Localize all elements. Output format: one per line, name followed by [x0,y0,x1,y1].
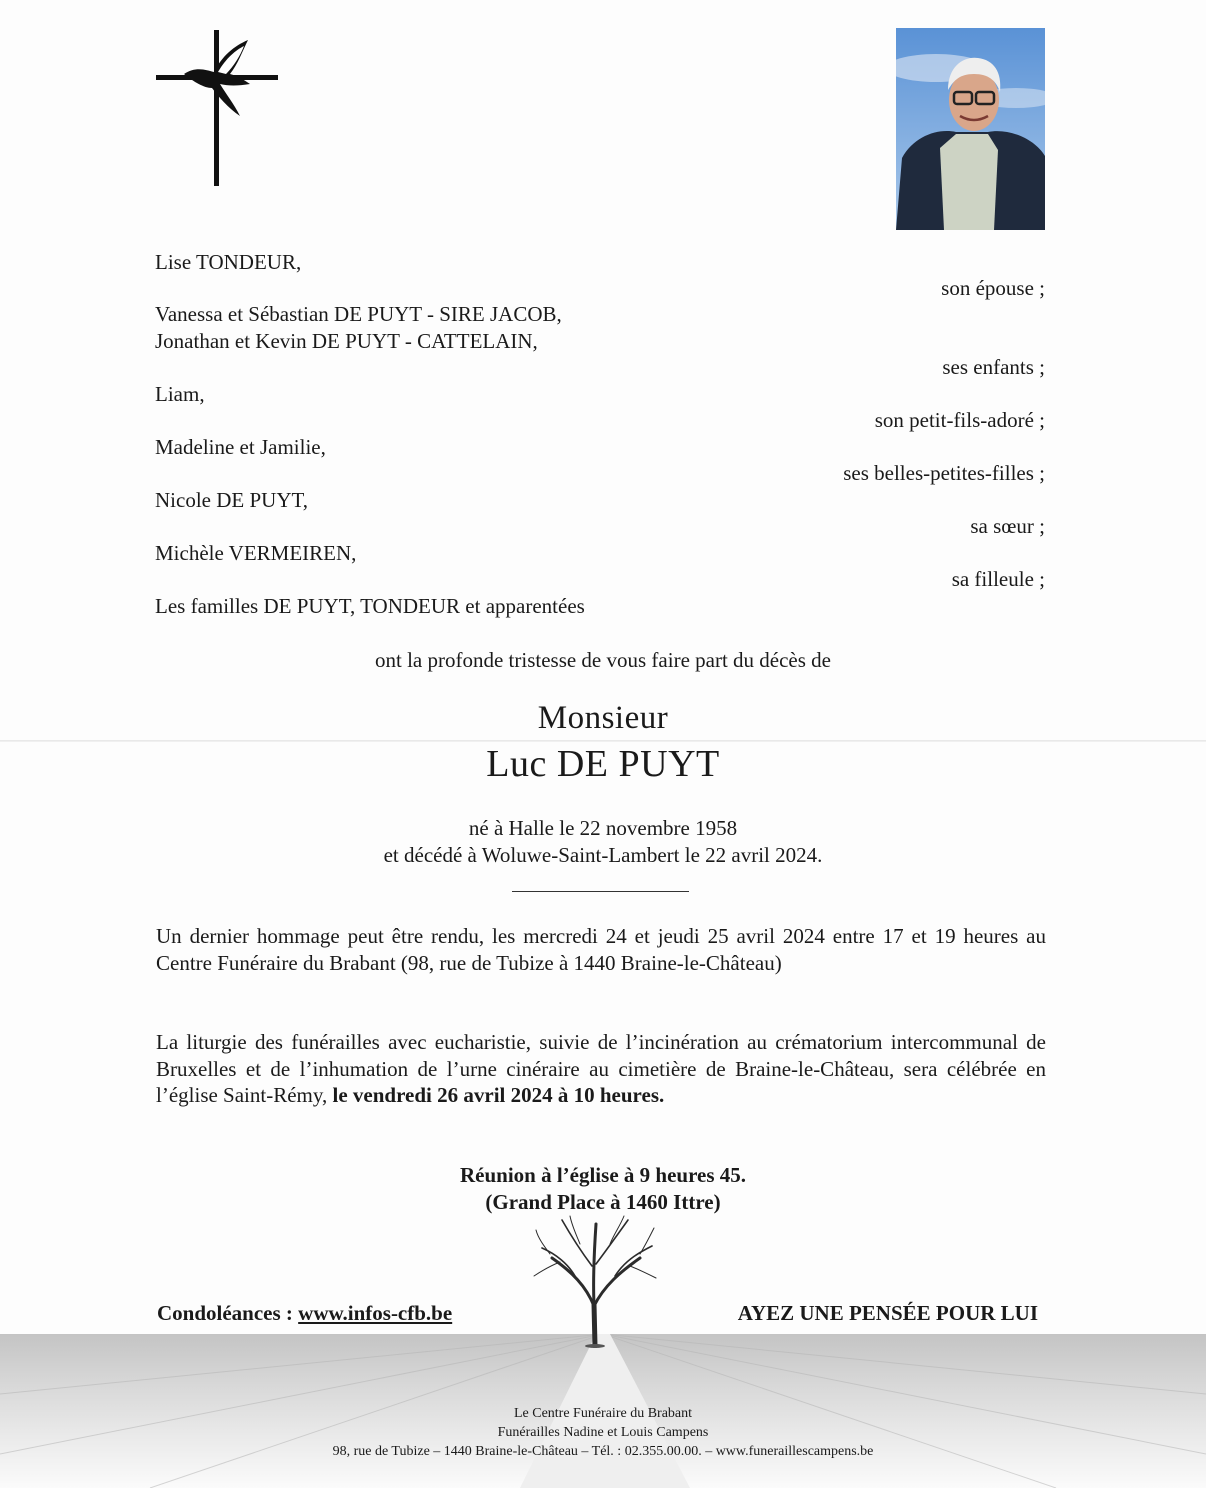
footer-line-1: Le Centre Funéraire du Brabant [513,1406,693,1421]
condolences-link[interactable]: www.infos-cfb.be [298,1301,453,1325]
portrait-photo [896,28,1045,230]
relation-goddaughter: sa filleule ; [951,567,1045,591]
condolences-label: Condoléances : [157,1301,293,1325]
liturgy-date: le vendredi 26 avril 2024 à 10 heures. [332,1083,665,1107]
deceased-title: Monsieur [537,700,669,736]
family-name-goddaughter: Michèle VERMEIREN, [155,541,357,565]
family-name-sister: Nicole DE PUYT, [155,488,308,512]
announcement-text: ont la profonde tristesse de vous faire part du décès de [374,648,831,672]
liturgy-text: La liturgie des funérailles avec eucharistie, suivie de l’incinération au crématorium intercommunal de Bruxelles et de l’inhumation de l’urne cinéraire au cimetière de Braine-le-Château, sera célébrée en l’église Saint-Rémy, [156,1030,1046,1107]
birth-info: né à Halle le 22 novembre 1958 [468,816,738,840]
relation-step-granddaughters: ses belles-petites-filles ; [843,461,1045,485]
family-name-spouse: Lise TONDEUR, [155,250,302,274]
footer-line-3: 98, rue de Tubize – 1440 Braine-le-Château – Tél. : 02.355.00.00. – www.funeraillescampens.be [332,1444,874,1459]
motto: AYEZ UNE PENSÉE POUR LUI [737,1301,1038,1325]
family-name-grandson: Liam, [155,382,205,406]
family-name-families: Les familles DE PUYT, TONDEUR et apparentées [155,594,585,618]
relation-sister: sa sœur ; [970,514,1045,538]
relation-grandson: son petit-fils-adoré ; [874,408,1045,432]
meeting-line-2: (Grand Place à 1460 Ittre) [485,1190,721,1214]
condolences [157,1301,452,1326]
dove-icon [178,36,258,118]
deceased-name: Luc DE PUYT [486,743,720,785]
footer-line-2: Funérailles Nadine et Louis Campens [497,1425,709,1440]
meeting-line-1: Réunion à l’église à 9 heures 45. [459,1163,747,1187]
liturgy-paragraph [156,1029,1046,1109]
relation-spouse: son épouse ; [941,276,1045,300]
death-info: et décédé à Woluwe-Saint-Lambert le 22 avril 2024. [383,843,823,867]
relation-children: ses enfants ; [942,355,1045,379]
tree-landscape-illustration [530,1214,660,1348]
family-name-children-2: Jonathan et Kevin DE PUYT - CATTELAIN, [155,329,538,353]
family-name-step-granddaughters: Madeline et Jamilie, [155,435,326,459]
family-name-children-1: Vanessa et Sébastian DE PUYT - SIRE JACOB, [155,302,562,326]
separator-line [512,891,689,892]
tribute-paragraph: Un dernier hommage peut être rendu, les mercredi 24 et jeudi 25 avril 2024 entre 17 et 19 heures au Centre Funéraire du Brabant (98, rue de Tubize à 1440 Braine-le-Château) [156,924,1046,975]
